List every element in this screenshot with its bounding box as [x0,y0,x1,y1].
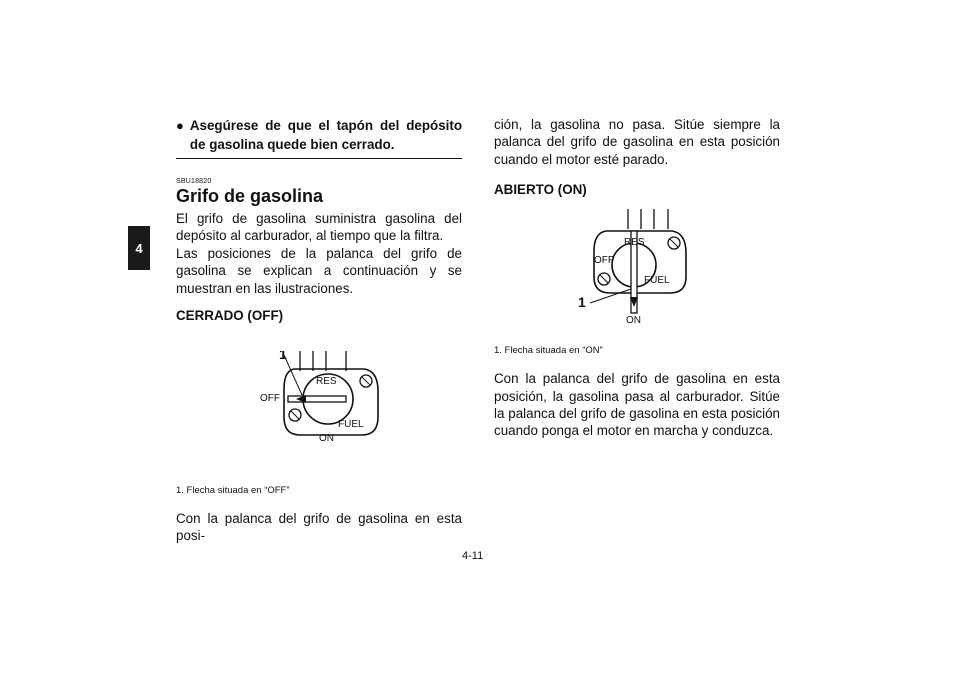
label-on: ON [319,433,334,445]
label-res: RES [316,376,337,388]
bullet-icon: ● [176,118,184,133]
callout-number: 1 [578,294,586,311]
warning-text: Asegúrese de que el tapón del depósito de gasolina quede bien cerrado. [189,118,462,152]
warning-note [176,116,462,159]
label-fuel: FUEL [338,419,364,431]
section-tab: 4 [128,226,150,270]
intro-paragraph: El grifo de gasolina suministra gasolina del depósito al carburador, al tiempo que la filtra. [176,211,462,244]
subtitle-on: ABIERTO (ON) [494,182,587,198]
off-paragraph-continued: ción, la gasolina no pasa. Sitúe siempre la palanca del grifo de gasolina en esta posición cuando el motor esté parado. [494,117,780,167]
reference-code: SBU18820 [176,178,212,185]
fuel-cock-off-illustration [176,351,462,501]
page-number: 4-11 [462,550,484,562]
label-res: RES [624,237,645,249]
on-paragraph: Con la palanca del grifo de gasolina en esta posición, la gasolina pasa al carburador. Sitúe la palanca del grifo de gasolina en esta posición cuando ponga el motor en marcha y conduzca. [494,371,780,439]
figure-caption-on: 1. Flecha situada en “ON” [494,345,603,357]
fuel-cock-on-illustration [494,209,780,359]
label-off: OFF [260,393,280,405]
subtitle-off: CERRADO (OFF) [176,308,284,324]
section-title: Grifo de gasolina [176,186,324,206]
label-off: OFF [594,255,614,267]
callout-number: 1 [279,351,287,363]
positions-paragraph: Las posiciones de la palanca del grifo de gasolina se explican a continuación y se muestran en las ilustraciones. [176,245,462,296]
fuel-cock-on-drawing [494,209,780,359]
figure-caption-off: 1. Flecha situada en “OFF” [176,485,290,497]
off-paragraph-start: Con la palanca del grifo de gasolina en esta posi- [176,511,462,544]
left-column [176,116,462,545]
label-fuel: FUEL [644,275,670,287]
fuel-cock-off-drawing [176,351,462,501]
right-column [494,116,780,440]
label-on: ON [626,315,641,327]
